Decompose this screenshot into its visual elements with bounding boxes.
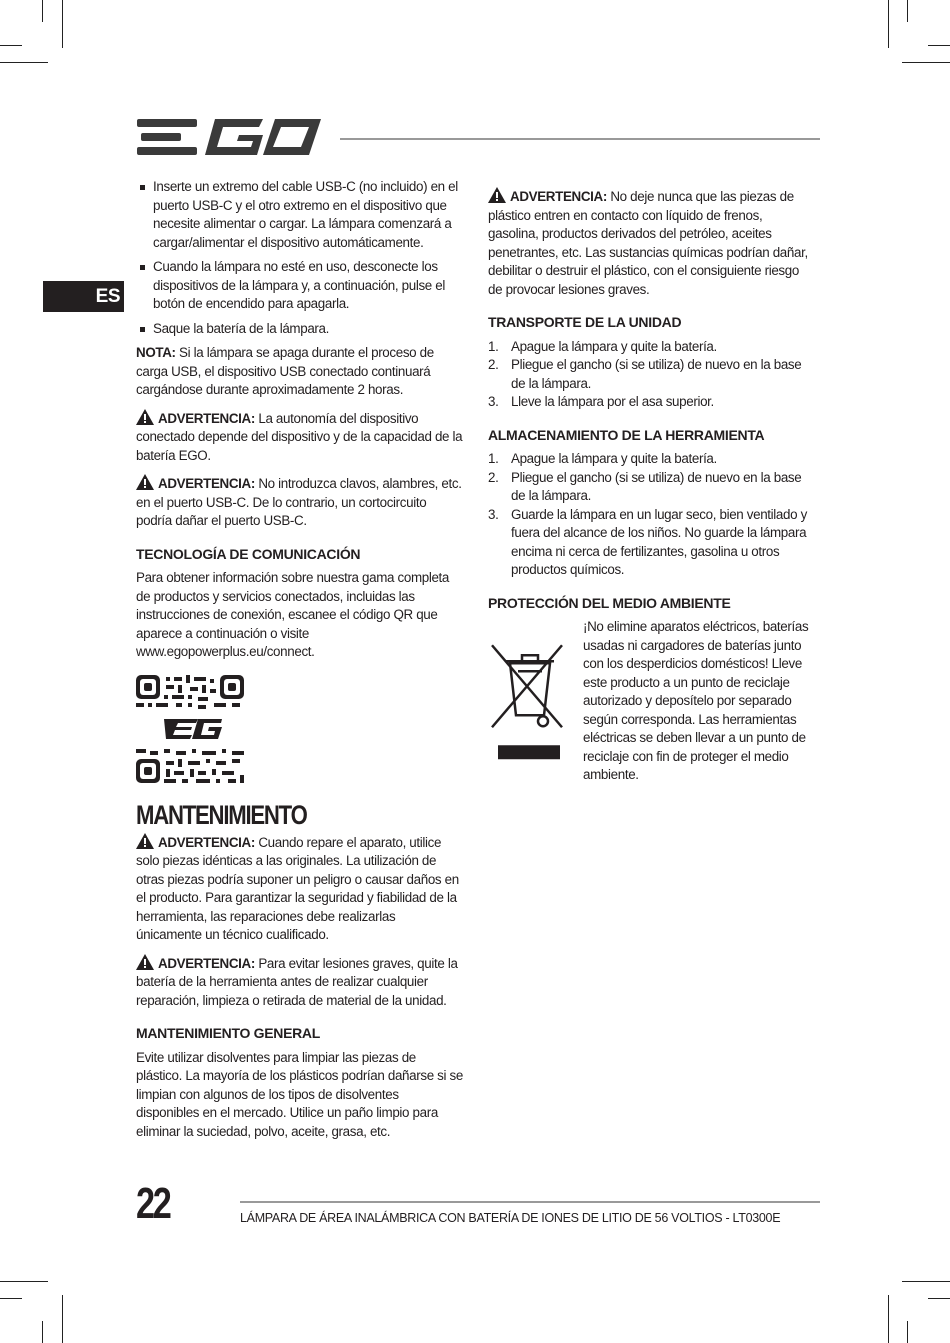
bullet-list bbox=[136, 178, 463, 338]
page-number: 22 bbox=[136, 1179, 170, 1228]
warning-icon bbox=[136, 409, 154, 425]
note-label: NOTA: bbox=[136, 345, 176, 360]
storage-steps bbox=[488, 450, 815, 580]
warning-paragraph: ADVERTENCIA: Para evitar lesiones graves, quite la batería de la herramienta antes de realizar cualquier reparación, limpieza o retirada de material de la unidad. bbox=[136, 955, 458, 1008]
qr-code bbox=[136, 675, 244, 783]
general-paragraph: Evite utilizar disolventes para limpiar las piezas de plástico. La mayoría de los plásticos podrían dañarse si se limpian con algunos de los tipos de disolventes disponibles en el mercado. Utilice un paño limpio para eliminar la suciedad, polvo, aceite, grasa, etc. bbox=[136, 1049, 463, 1139]
list-item: Saque la batería de la lámpara. bbox=[136, 320, 463, 339]
list-item: 3. Guarde la lámpara en un lugar seco, bien ventilado y fuera del alcance de los niños. No guarde la lámpara encima ni cerca de fertilizantes, gasolina u otros productos químicos. bbox=[488, 506, 807, 577]
crop-mark bbox=[62, 0, 63, 48]
crop-mark bbox=[888, 0, 889, 48]
crop-mark bbox=[902, 1281, 950, 1282]
crop-mark bbox=[888, 1295, 889, 1343]
section-heading: MANTENIMIENTO GENERAL bbox=[136, 1025, 320, 1041]
environment-block bbox=[488, 618, 815, 785]
section-heading: PROTECCIÓN DEL MEDIO AMBIENTE bbox=[488, 594, 731, 611]
list-item: 1. Apague la lámpara y quite la batería. bbox=[488, 338, 717, 354]
warning-icon bbox=[488, 187, 506, 203]
crop-mark bbox=[907, 0, 908, 22]
warning-icon bbox=[136, 474, 154, 490]
crop-mark bbox=[0, 1281, 48, 1282]
warning-paragraph: ADVERTENCIA: No deje nunca que las piezas de plástico entren en contacto con líquido de frenos, gasolina, productos derivados del petróleo, aceites penetrantes, etc. Las sustancias químicas podrían dañar, debilitar o destruir el plástico, con el consiguiente riesgo de provocar lesiones graves. bbox=[488, 189, 808, 297]
note-paragraph: NOTA: Si la lámpara se apaga durante el proceso de carga USB, el dispositivo USB conectado continuará cargándose durante aproximadamente 2 horas. bbox=[136, 345, 434, 397]
crop-mark bbox=[62, 1295, 63, 1343]
warning-icon bbox=[136, 954, 154, 970]
section-heading: TRANSPORTE DE LA UNIDAD bbox=[488, 314, 682, 330]
footer-title: LÁMPARA DE ÁREA INALÁMBRICA CON BATERÍA DE IONES DE LITIO DE 56 VOLTIOS - LT0300E bbox=[240, 1211, 781, 1225]
list-item: 3. Lleve la lámpara por el asa superior. bbox=[488, 394, 714, 409]
list-item: 1. Apague la lámpara y quite la batería. bbox=[488, 451, 717, 466]
footer-rule bbox=[240, 1201, 820, 1203]
crop-mark bbox=[928, 45, 950, 46]
transport-steps bbox=[488, 338, 815, 412]
warning-icon bbox=[136, 833, 154, 849]
crop-mark bbox=[42, 1321, 43, 1343]
crop-mark bbox=[0, 62, 48, 63]
crossed-bin-icon bbox=[488, 618, 573, 785]
warning-paragraph: ADVERTENCIA: No introduzca clavos, alambres, etc. en el puerto USB-C. De lo contrario, un cortocircuito podría dañar el puerto USB-C. bbox=[136, 476, 462, 528]
section-heading: TECNOLOGÍA DE COMUNICACIÓN bbox=[136, 545, 361, 562]
crop-mark bbox=[928, 1298, 950, 1299]
crop-mark bbox=[907, 1321, 908, 1343]
list-item: Cuando la lámpara no esté en uso, desconecte los dispositivos de la lámpara y, a continuación, pulse el botón de encendido para apagarla. bbox=[136, 258, 463, 314]
comm-paragraph: Para obtener información sobre nuestra gama completa de productos y servicios conectados, incluidas las instrucciones de conexión, escanee el código QR que aparece a continuación o visite www.egopowerplus.eu/connect. bbox=[136, 570, 450, 659]
ego-logo bbox=[135, 115, 323, 159]
warning-paragraph: ADVERTENCIA: Cuando repare el aparato, utilice solo piezas idénticas a las originales. La utilización de otras piezas podría suponer un peligro o causar daños en el producto. Para garantizar la seguridad y fiabilidad de la herramienta, las reparaciones debe realizarlas únicamente un técnico cualificado. bbox=[136, 834, 459, 942]
crop-mark bbox=[42, 0, 43, 22]
left-column bbox=[136, 178, 463, 1150]
language-tab: ES bbox=[43, 281, 124, 312]
crop-mark bbox=[902, 62, 950, 63]
crop-mark bbox=[0, 45, 22, 46]
section-heading: ALMACENAMIENTO DE LA HERRAMIENTA bbox=[488, 426, 765, 443]
right-column bbox=[488, 187, 815, 785]
crop-mark bbox=[0, 1298, 22, 1299]
list-item: 2. Pliegue el gancho (si se utiliza) de nuevo en la base de la lámpara. bbox=[488, 469, 802, 503]
environment-paragraph: ¡No elimine aparatos eléctricos, baterías usadas ni cargadores de baterías junto con los desperdicios domésticos! Lleve este producto a un punto de reciclaje autorizado y deposítelo por separado según corresponda. Las herramientas eléctricas se deben llevar a un punto de reciclaje con fin de proteger el medio ambiente. bbox=[583, 619, 809, 782]
maintenance-heading: MANTENIMIENTO bbox=[136, 800, 307, 830]
list-item: Inserte un extremo del cable USB-C (no incluido) en el puerto USB-C y el otro extremo en el dispositivo que necesite alimentar o cargar. La lámpara comenzará a cargar/alimentar el dispositivo automáticamente. bbox=[136, 178, 463, 252]
list-item: 2. Pliegue el gancho (si se utiliza) de nuevo en la base de la lámpara. bbox=[488, 357, 802, 391]
header-rule bbox=[340, 138, 820, 140]
warning-paragraph: ADVERTENCIA: La autonomía del dispositivo conectado depende del dispositivo y de la capacidad de la batería EGO. bbox=[136, 410, 463, 463]
